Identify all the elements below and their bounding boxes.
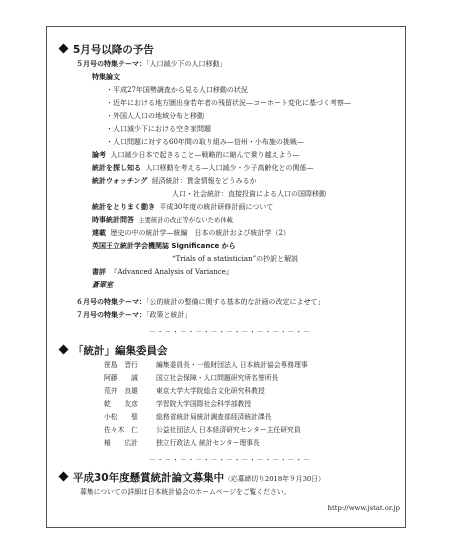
diamond-bullet-icon bbox=[59, 44, 69, 54]
may-feature-item: ・人口減少下における空き家問題 bbox=[106, 125, 211, 133]
may-feature-item: ・人口問題に対する60年間の取り組み—信州・小布施の挑戦— bbox=[106, 138, 304, 146]
may-uk-label: 英国王立統計学会機関誌 Significance から bbox=[92, 242, 236, 250]
diamond-bullet-icon bbox=[59, 345, 69, 355]
may-watching-2: 人口・社会統計：直接投資による人口の国際移動 bbox=[172, 190, 326, 198]
committee-member: 阿藤 誠 国立社会保障・人口問題研究所名誉所長 bbox=[104, 374, 279, 382]
committee-section-title: 「統計」編集委員会 bbox=[60, 343, 168, 358]
committee-member: 荒井 良雄 東京大学大学院総合文化研究科教授 bbox=[104, 387, 265, 395]
may-feature-item: ・外国人人口の地域分布と移動 bbox=[106, 112, 204, 120]
may-jiji: 時事統計問答 主要統計の改正等がないため休載 bbox=[92, 216, 233, 224]
contest-url-link[interactable]: http://www.jstat.or.jp bbox=[327, 504, 400, 512]
may-uk-text: “Trials of a statistician”の抄訳と解説 bbox=[172, 255, 299, 263]
committee-member: 笹島 晋行 編集委員長・一般財団法人 日本統計協会専務理事 bbox=[104, 361, 308, 369]
may-rensai: 連載 歴史の中の統計学—統編 日本の統計および統計学（2） bbox=[92, 229, 290, 237]
may-torimaku: 統計をとりまく動き 平成30年度の統計研修計画について bbox=[92, 203, 274, 211]
preview-section-title: 5月号以降の予告 bbox=[60, 42, 154, 57]
may-feature-item: ・平成27年国勢調査から見る人口移動の状況 bbox=[106, 86, 248, 94]
committee-member: 乾 友彦 学習院大学国際社会科学部教授 bbox=[104, 400, 252, 408]
contest-section-title: 平成30年度懸賞統計論文募集中（応募締切り2018年９月30日） bbox=[60, 470, 325, 485]
diamond-bullet-icon bbox=[59, 472, 69, 482]
contest-body: 募集についての詳細は日本統計協会のホームページをご覧ください。 bbox=[80, 488, 291, 496]
section-divider: －・－・－・－・－・－・－・－・－・－・－ bbox=[149, 456, 311, 464]
may-editorial: 蒼翠室 bbox=[92, 281, 113, 289]
may-kiritoru: 統計を探し知る 人口移動を考える—人口減少・少子高齢化との関係— bbox=[92, 164, 314, 172]
may-shohyo: 書評 『Advanced Analysis of Variance』 bbox=[92, 268, 233, 276]
june-theme: ６月号の特集テーマ：「公的統計の整備に関する基本的な計画の改定によせて」 bbox=[76, 298, 325, 306]
may-feature-item: ・近年における地方圏出身若年者の残留状況—コーホート変化に基づく考察— bbox=[106, 99, 351, 107]
july-theme: ７月号の特集テーマ：「政策と統計」 bbox=[76, 311, 192, 319]
committee-member: 小松 聖 総務省統計局統計調査部経済統計課長 bbox=[104, 413, 272, 421]
may-watching: 統計ウォッチング 経済統計：賃金情報をどうみるか bbox=[92, 177, 257, 185]
may-theme: ５月号の特集テーマ：「人口減少下の人口移動」 bbox=[76, 60, 227, 68]
section-divider: －・－・－・－・－・－・－・－・－・－・－ bbox=[149, 328, 311, 336]
committee-member: 佐々木 仁 公益社団法人 日本経済研究センター主任研究員 bbox=[104, 426, 301, 434]
committee-member: 椿 広計 独立行政法人 統計センター理事長 bbox=[104, 439, 260, 447]
may-feature-label: 特集論文 bbox=[92, 73, 120, 81]
may-ronkou: 論考 人口減少日本で起きること—戦略的に縮んで乗り越えよう— bbox=[92, 151, 300, 159]
